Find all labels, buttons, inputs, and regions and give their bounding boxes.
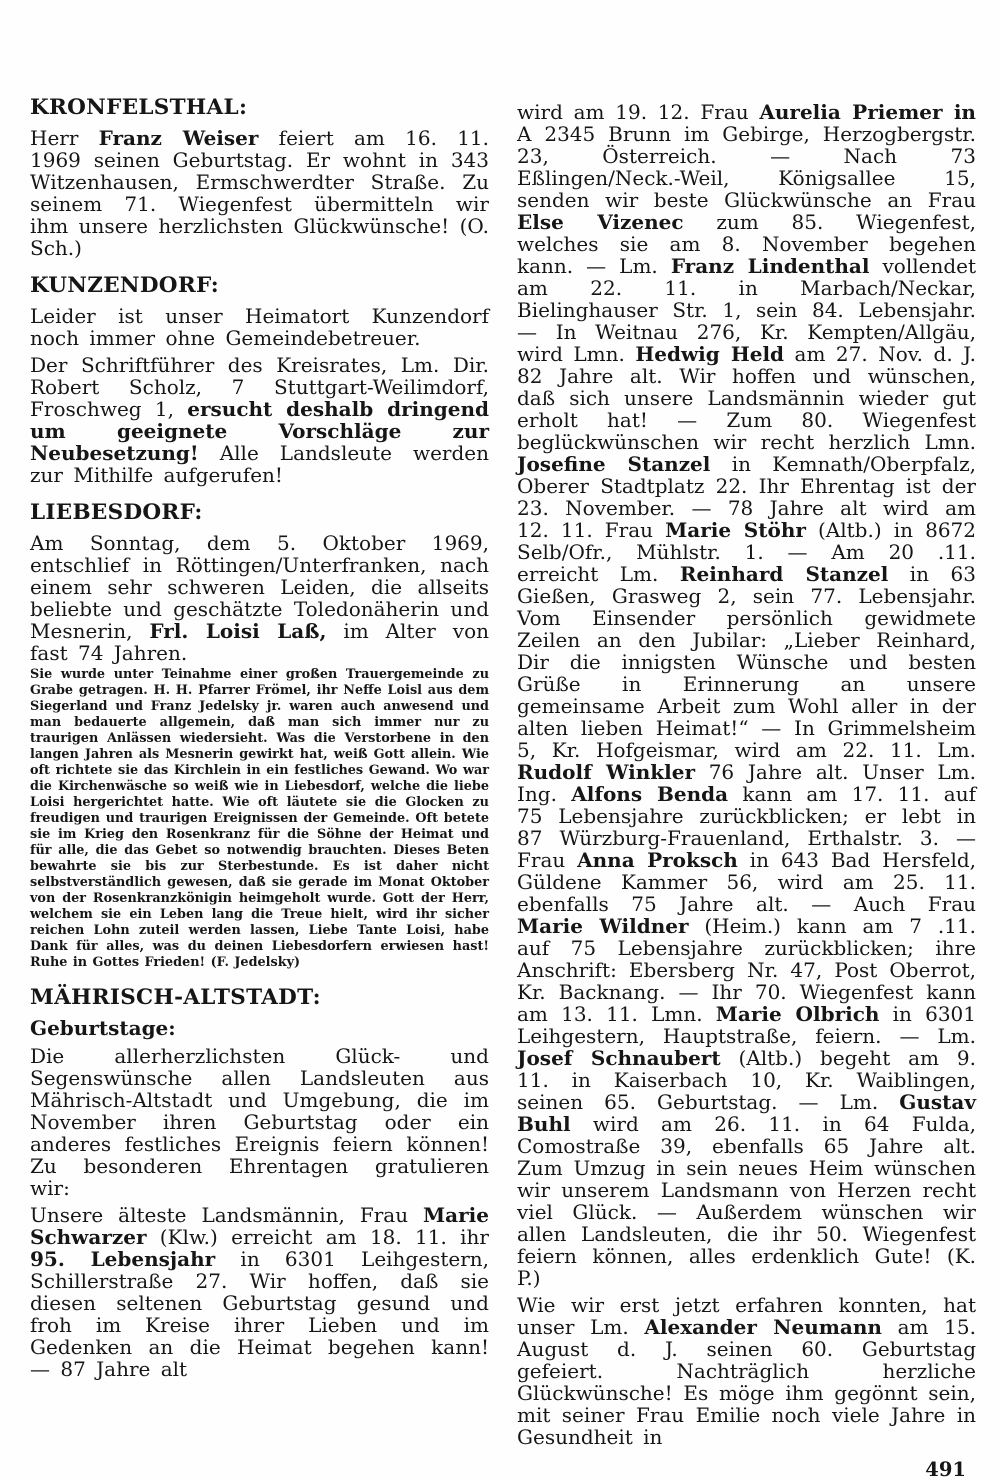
page-number: 491 bbox=[925, 1458, 966, 1481]
paragraph bbox=[517, 1294, 976, 1448]
paragraph bbox=[30, 1045, 489, 1199]
text-run: in 6301 Leihgestern, Hauptstraße, feiern. — Lm. bbox=[517, 1002, 976, 1048]
bold-text-run: Hedwig Held bbox=[635, 342, 785, 366]
text-run: Wie wir erst jetzt erfahren konnten, hat unser Lm. bbox=[517, 1293, 976, 1339]
bold-text-run: Alfons Benda bbox=[571, 782, 729, 806]
text-run: 76 Jahre alt. Unser Lm. Ing. bbox=[517, 760, 976, 806]
text-run: Die allerherzlichsten Glück- und Segenswünsche allen Landsleuten aus Mährisch-Altstadt und Umgebung, die im November ihren Geburtstag oder ein anderes festliches Ereignis feiern können! Zu besonderen Ehrentagen gratulieren wir: bbox=[30, 1044, 489, 1200]
text-run: Sie wurde unter Teinahme einer großen Trauergemeinde zu Grabe getragen. H. H. Pfarrer Frömel, ihr Neffe Loisl aus dem Siegerland und Franz Jedelsky jr. waren auch anwesend und man bedauerte allgemein, daß man sich immer nur zu traurigen Anlässen wiedersieht. Was die Verstorbene in den langen Jahren als Mesnerin gewirkt hat, weiß Gott allein. Wie oft richtete sie das Kirchlein in ein festliches Gewand. Wo war die Kirchenwäsche so weiß wie in Liebesdorf, welche die liebe Loisi hergerichtet hatte. Wie oft läutete sie die Glocken zu freudigen und traurigen Ereignissen der Gemeinde. Oft betete sie im Krieg den Rosenkranz für die Söhne der Heimat und für alle, die das Gebet so notwendig brauchten. Dieses Beten bewahrte sie bis zur Sterbestunde. Es ist daher nicht selbstverständlich gewesen, daß sie gerade im Monat Oktober von der Rosenkranzkönigin heimgeholt wurde. Gott der Herr, welchem sie ein Leben lang die Treue hielt, wird ihr sicher reichen Lohn zuteil werden lassen, Liebe Tante Loisi, habe Dank für alles, was du deinen Liebesdorfern erwiesen hast! Ruhe in Gottes Frieden! (F. Jedelsky) bbox=[30, 667, 489, 970]
text-run: in 643 Bad Hersfeld, Güldene Kammer 56, wird am 25. 11. ebenfalls 75 Jahre alt. — Auch Frau bbox=[517, 848, 976, 916]
paragraph bbox=[30, 667, 489, 971]
text-run: Alle Landsleute werden zur Mithilfe aufgerufen! bbox=[30, 441, 489, 487]
paragraph bbox=[30, 127, 489, 259]
text-run: in 6301 Leihgestern, Schillerstraße 27. Wir hoffen, daß sie diesen seltenen Geburtstag gesund und froh im Kreise ihrer Lieben und im Gedenken an die Heimat begehen kann! — 87 Jahre alt bbox=[30, 1247, 490, 1381]
text-run: feiert am 16. 11. 1969 seinen Geburtstag. Er wohnt in 343 Witzenhausen, Ermschwerdter Straße. Zu seinem 71. Wiegenfest übermitteln wir ihm unsere herzlichsten Glückwünsche! (O. Sch.) bbox=[30, 126, 489, 260]
text-run: in Kemnath/Oberpfalz, Oberer Stadtplatz 22. Ihr Ehrentag ist der 23. November. — 78 Jahre alt wird am 12. 11. Frau bbox=[517, 452, 976, 542]
paragraph bbox=[30, 532, 489, 664]
bold-text-run: Marie Schwarzer bbox=[30, 1203, 489, 1249]
bold-text-run: KUNZENDORF: bbox=[30, 273, 220, 298]
bold-text-run: Rudolf Winkler bbox=[517, 760, 695, 784]
text-run: Herr bbox=[30, 126, 99, 150]
bold-text-run: Marie Wildner bbox=[517, 914, 689, 938]
text-run: wird am 26. 11. in 64 Fulda, Comostraße 39, ebenfalls 65 Jahre alt. Zum Umzug in sein neues Heim wünschen wir unserem Landsmann von Herzen recht viel Glück. — Außerdem wünschen wir allen Landsleuten, die ihr 50. Wiegenfest feiern können, alles erdenklich Gute! (K. P.) bbox=[517, 1112, 976, 1290]
paragraph bbox=[30, 305, 489, 349]
section-subheading bbox=[30, 1017, 489, 1040]
text-run: (Klw.) erreicht am 18. 11. ihr bbox=[146, 1225, 489, 1249]
text-run: zum 85. Wiegenfest, welches sie am 8. November begehen kann. — Lm. bbox=[517, 210, 976, 278]
text-run: in 63 Gießen, Grasweg 2, sein 77. Lebensjahr. Vom Einsender persönlich gewidmete Zeilen an den Jubilar: „Lieber Reinhard, Dir die innigsten Wünsche und besten Grüße in Erinnerung an unsere gemeinsame Arbeit zum Wohl aller in der alten lieben Heimat!“ — In Grimmelsheim 5, Kr. Hofgeismar, wird am 22. 11. Lm. bbox=[517, 562, 976, 762]
right-column bbox=[517, 96, 977, 1481]
bold-text-run: Gustav Buhl bbox=[517, 1090, 976, 1136]
text-run: am 27. Nov. d. J. 82 Jahre alt. Wir hoffen und wünschen, daß sich unsere Landsmännin wieder gut erholt hat! — Zum 80. Wiegenfest beglückwünschen wir recht herzlich Lmn. bbox=[517, 342, 976, 454]
bold-text-run: Aurelia Priemer in bbox=[759, 100, 976, 124]
bold-text-run: Franz Lindenthal bbox=[670, 254, 870, 278]
text-run: kann am 17. 11. auf 75 Lebensjahre zurückblicken; er lebt in 87 Würzburg-Frauenland, Erthalstr. 3. — Frau bbox=[517, 782, 976, 872]
left-column bbox=[30, 96, 489, 1432]
text-run: im Alter von fast 74 Jahren. bbox=[30, 619, 489, 665]
right-column-text bbox=[517, 101, 976, 1448]
bold-text-run: 95. Lebensjahr bbox=[30, 1247, 216, 1271]
section-heading bbox=[30, 96, 489, 120]
bold-text-run: Marie Olbrich bbox=[715, 1002, 880, 1026]
text-run: A 2345 Brunn im Gebirge, Herzogbergstr. 23, Österreich. — Nach 73 Eßlingen/Neck.-Weil, Königsallee 15, senden wir beste Glückwünsche an Frau bbox=[517, 122, 976, 212]
bold-text-run: Frl. Loisi Laß, bbox=[149, 619, 327, 643]
section-heading bbox=[30, 274, 489, 298]
bold-text-run: Else Vizenec bbox=[517, 210, 684, 234]
bold-text-run: Alexander Neumann bbox=[644, 1315, 882, 1339]
text-run: (Altb.) begeht am 9. 11. in Kaiserbach 10, Kr. Waiblingen, seinen 65. Geburtstag. — Lm. bbox=[517, 1046, 976, 1114]
bold-text-run: Josefine Stanzel bbox=[517, 452, 711, 476]
bold-text-run: Josef Schnaubert bbox=[517, 1046, 721, 1070]
bold-text-run: Franz Weiser bbox=[98, 126, 259, 150]
bold-text-run: Marie Stöhr bbox=[665, 518, 806, 542]
bold-text-run: MÄHRISCH-ALTSTADT: bbox=[30, 985, 321, 1010]
text-run: vollendet am 22. 11. in Marbach/Neckar, Bielinghauser Str. 1, sein 84. Lebensjahr. — In Weitnau 276, Kr. Kempten/Allgäu, wird Lmn. bbox=[517, 254, 977, 366]
text-run: Leider ist unser Heimatort Kunzendorf noch immer ohne Gemeindebetreuer. bbox=[30, 304, 489, 350]
text-run: Am Sonntag, dem 5. Oktober 1969, entschlief in Röttingen/Unterfranken, nach einem sehr schweren Leiden, die allseits beliebte und geschätzte Toledonäherin und Mesnerin, bbox=[30, 531, 489, 643]
text-run: (Altb.) in 8672 Selb/Ofr., Mühlstr. 1. — Am 20 .11. erreicht Lm. bbox=[517, 518, 976, 586]
text-run: Der Schriftführer des Kreisrates, Lm. Dir. Robert Scholz, 7 Stuttgart-Weilimdorf, Froschweg 1, bbox=[30, 353, 489, 421]
bold-text-run: KRONFELSTHAL: bbox=[30, 95, 248, 120]
bold-text-run: Reinhard Stanzel bbox=[679, 562, 889, 586]
paragraph bbox=[30, 354, 489, 486]
bold-text-run: LIEBESDORF: bbox=[30, 500, 203, 525]
paragraph bbox=[30, 1204, 489, 1380]
section-heading bbox=[30, 501, 489, 525]
text-run: am 15. August d. J. seinen 60. Geburtstag gefeiert. Nachträglich herzliche Glückwünsche! Es möge ihm gegönnt sein, mit seiner Frau Emilie noch viele Jahre in Gesundheit in bbox=[517, 1315, 976, 1449]
bold-text-run: Geburtstage: bbox=[30, 1016, 176, 1040]
text-run: Unsere älteste Landsmännin, Frau bbox=[30, 1203, 424, 1227]
bold-text-run: ersucht deshalb dringend um geeignete Vorschläge zur Neubesetzung! bbox=[30, 397, 489, 465]
text-run: (Heim.) kann am 7 .11. auf 75 Lebensjahre zurückblicken; ihre Anschrift: Ebersberg Nr. 47, Post Oberrot, Kr. Backnang. — Ihr 70. Wiegenfest kann am 13. 11. Lmn. bbox=[517, 914, 976, 1026]
section-heading bbox=[30, 986, 489, 1010]
text-run: wird am 19. 12. Frau bbox=[517, 100, 760, 124]
bold-text-run: Anna Proksch bbox=[577, 848, 738, 872]
paragraph bbox=[517, 101, 976, 1289]
